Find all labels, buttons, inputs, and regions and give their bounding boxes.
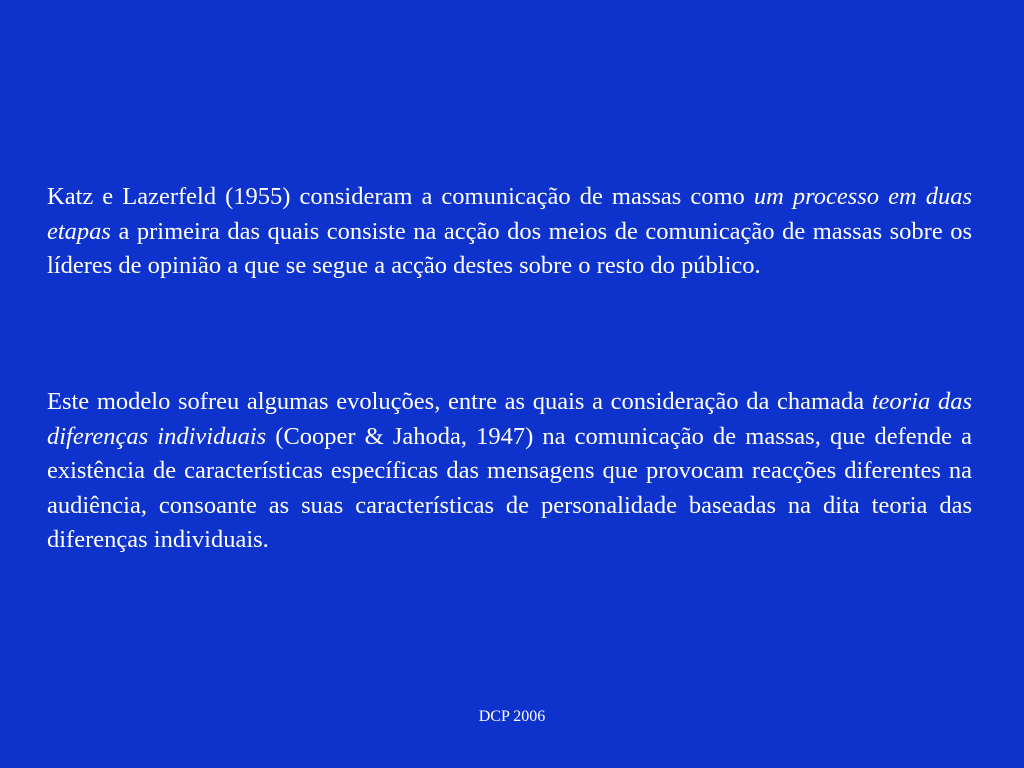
paragraph2-text-end: (Cooper & Jahoda, 1947) na comunicação de massas, que defende a existência de características específicas das mensagens que provocam reacções diferentes na audiência, consoante as suas características de personalidade baseadas na dita teoria das diferenças individuais. <box>47 422 972 553</box>
paragraph1-text-end: a primeira das quais consiste na acção dos meios de comunicação de massas sobre os líderes de opinião a que se segue a acção destes sobre o resto do público. <box>47 217 972 279</box>
paragraph2-italic-term: teoria das diferenças individuais <box>47 388 972 450</box>
paragraph1-text-start: Katz e Lazerfeld (1955) consideram a comunicação de massas como <box>47 183 754 210</box>
paragraph-two-step-flow <box>47 180 972 284</box>
paragraph2-text-start: Este modelo sofreu algumas evoluções, entre as quais a consideração da chamada <box>47 388 872 415</box>
paragraph1-italic-term: um processo em duas etapas <box>47 183 972 245</box>
slide-footer: DCP 2006 <box>478 708 546 725</box>
paragraph-individual-differences <box>47 385 972 558</box>
